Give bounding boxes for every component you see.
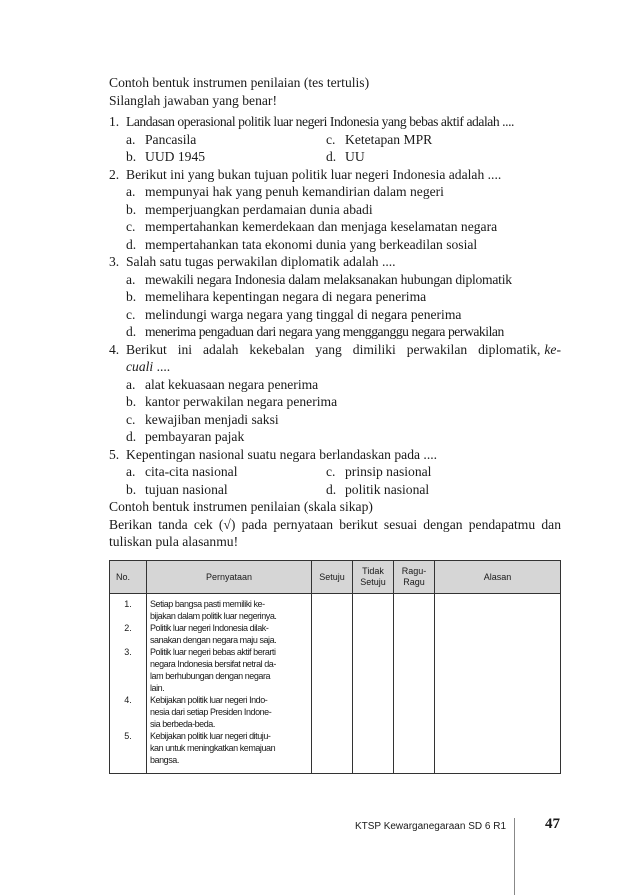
option-label: b. (126, 394, 137, 409)
page-content (109, 74, 561, 551)
table-header-row (110, 561, 561, 594)
option-label: c. (126, 411, 136, 427)
header-tidak-setuju-line1: Tidak (362, 566, 384, 576)
statement-line: kan untuk meningkatkan kemajuan (150, 743, 276, 753)
question-number: 5. (109, 446, 120, 462)
option-label: a. (126, 271, 136, 287)
option-label: d. (126, 324, 137, 339)
header-alasan: Alasan (435, 561, 561, 594)
statement-number: 3. (124, 647, 132, 657)
option-label: b. (126, 149, 137, 164)
statement-line: Politik luar negeri bebas aktif berarti (150, 647, 276, 657)
option-text: Pancasila (145, 131, 197, 147)
option-label: b. (126, 201, 137, 217)
question-2 (109, 166, 561, 254)
option-label: c. (126, 219, 136, 234)
question-number: 3. (109, 254, 120, 269)
option-label: d. (326, 481, 337, 497)
option-label: a. (126, 464, 136, 479)
option-text: pembayaran pajak (145, 429, 245, 444)
option-label: a. (126, 131, 136, 147)
statement-number: 5. (124, 731, 132, 741)
header-pernyataan: Pernyataan (147, 561, 312, 594)
option-text: UU (345, 149, 365, 164)
question-number: 1. (109, 114, 120, 129)
test-instruction: Silanglah jawaban yang benar! (109, 92, 277, 108)
statement-line: lain. (150, 683, 165, 693)
question-text: Kepentingan nasional suatu negara berlandaskan pada .... (126, 446, 438, 462)
statement-line: nesia dari setiap Presiden Indone- (150, 707, 272, 717)
option-text: kewajiban menjadi saksi (145, 411, 279, 427)
statement-line: Setiap bangsa pasti memiliki ke- (150, 599, 265, 609)
sikap-heading: Contoh bentuk instrumen penilaian (skala sikap) (109, 499, 373, 514)
option-text: memperjuangkan perdamaian dunia abadi (145, 201, 373, 217)
statement-line: lam berhubungan dengan negara (150, 671, 271, 681)
option-text: prinsip nasional (345, 464, 432, 479)
tidak-setuju-cell[interactable] (353, 594, 394, 774)
option-label: c. (326, 464, 336, 479)
book-title: KTSP Kewarganegaraan SD 6 R1 (354, 821, 506, 832)
question-text-end: .... (153, 359, 171, 374)
option-text: mempunyai hak yang penuh kemandirian dalam negeri (145, 184, 444, 199)
option-label: c. (326, 131, 336, 147)
sikap-instruction-line1: Berikan tanda cek (√) pada pernyataan berikut sesuai dengan pendapatmu dan (109, 516, 561, 532)
number-column (110, 594, 147, 774)
option-text: memelihara kepentingan negara di negara penerima (145, 289, 427, 304)
option-text: Ketetapan MPR (345, 131, 433, 147)
statement-number: 1. (124, 599, 132, 609)
question-number: 4. (109, 341, 120, 357)
question-1 (109, 113, 561, 166)
statement-line: sanakan dengan negara maju saja. (150, 635, 277, 645)
question-text-italic: cuali (126, 359, 154, 374)
header-setuju: Setuju (312, 561, 353, 594)
header-tidak-setuju (353, 561, 394, 594)
question-text: Berikut ini adalah kekebalan yang dimiliki perwakilan diplomatik, (126, 341, 541, 357)
statement-line: Kebijakan politik luar negeri Indo- (150, 695, 268, 705)
header-no: No. (110, 561, 147, 594)
option-label: d. (126, 429, 137, 444)
ragu-ragu-cell[interactable] (394, 594, 435, 774)
statement-column (147, 594, 312, 774)
option-text: politik nasional (345, 481, 430, 497)
option-text: tujuan nasional (145, 481, 228, 497)
setuju-cell[interactable] (312, 594, 353, 774)
statement-number: 2. (124, 623, 132, 633)
question-number: 2. (109, 166, 120, 182)
question-text: Salah satu tugas perwakilan diplomatik adalah .... (126, 254, 396, 269)
question-5 (109, 446, 561, 499)
question-text-italic: ke- (544, 341, 561, 357)
option-label: c. (126, 306, 136, 322)
header-ragu-line2: Ragu (403, 577, 425, 587)
footer-divider (514, 818, 515, 895)
option-label: a. (126, 184, 136, 199)
attitude-scale-table (109, 560, 561, 774)
option-text: menerima pengaduan dari negara yang mengganggu negara perwakilan (145, 324, 504, 339)
option-text: mempertahankan tata ekonomi dunia yang berkeadilan sosial (145, 236, 478, 252)
sikap-instruction-line2: tuliskan pula alasanmu! (109, 534, 239, 549)
page-number: 47 (545, 816, 560, 832)
option-text: alat kekuasaan negara penerima (145, 376, 319, 392)
option-text: kantor perwakilan negara penerima (145, 394, 338, 409)
test-heading: Contoh bentuk instrumen penilaian (tes tertulis) (109, 75, 370, 90)
option-label: d. (126, 236, 137, 252)
statement-number: 4. (124, 695, 132, 705)
header-tidak-setuju-line2: Setuju (360, 577, 386, 587)
statement-line: bijakan dalam politik luar negerinya. (150, 611, 277, 621)
statement-line: Kebijakan politik luar negeri dituju- (150, 731, 271, 741)
option-text: melindungi warga negara yang tinggal di negara penerima (145, 306, 462, 322)
option-text: mewakili negara Indonesia dalam melaksanakan hubungan diplomatik (145, 271, 512, 287)
question-text: Berikut ini yang bukan tujuan politik luar negeri Indonesia adalah .... (126, 166, 502, 182)
question-text: Landasan operasional politik luar negeri Indonesia yang bebas aktif adalah .... (126, 114, 514, 129)
question-4 (109, 341, 561, 446)
statement-line: Politik luar negeri Indonesia dilak- (150, 623, 269, 633)
option-label: d. (326, 149, 337, 164)
statement-line: negara Indonesia bersifat netral da- (150, 659, 276, 669)
statement-line: sia berbeda-beda. (150, 719, 215, 729)
option-label: a. (126, 376, 136, 392)
option-text: cita-cita nasional (145, 464, 238, 479)
option-label: b. (126, 481, 137, 497)
table-row (110, 594, 561, 774)
question-3 (109, 253, 561, 341)
page-footer (300, 818, 560, 836)
header-ragu-line1: Ragu- (401, 566, 427, 576)
statement-line: bangsa. (150, 755, 179, 765)
option-label: b. (126, 289, 137, 304)
option-text: UUD 1945 (145, 149, 206, 164)
option-text: mempertahankan kemerdekaan dan menjaga keselamatan negara (145, 219, 498, 234)
header-ragu-ragu (394, 561, 435, 594)
alasan-cell[interactable] (435, 594, 561, 774)
